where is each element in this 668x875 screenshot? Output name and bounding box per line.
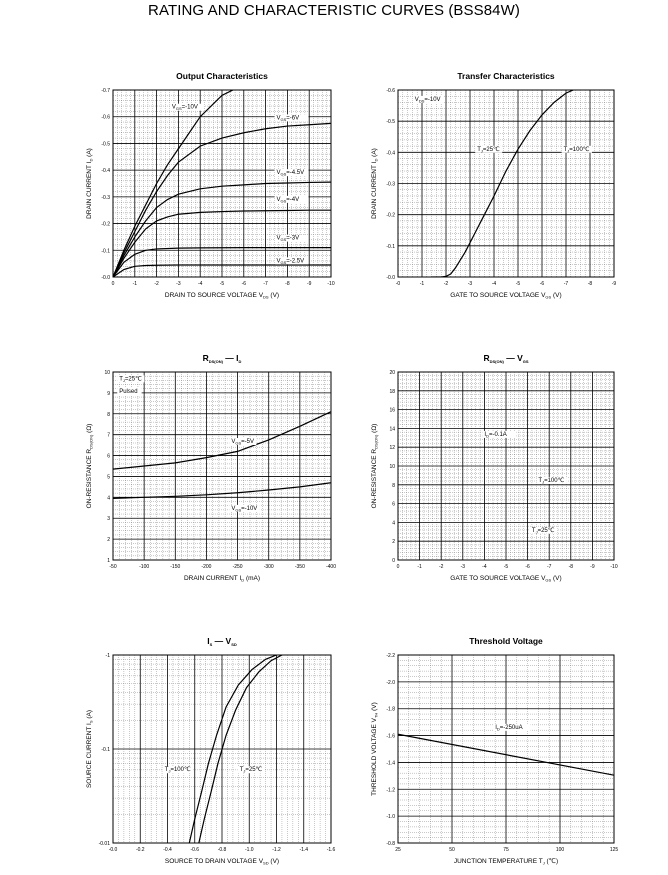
x-tick-label: -250	[232, 564, 243, 570]
y-tick-label: 10	[104, 370, 110, 376]
x-tick-label: -3	[176, 281, 181, 287]
y-tick-label: 8	[107, 411, 110, 418]
y-tick-label: -0.3	[386, 181, 395, 188]
y-tick-label: 3	[107, 516, 110, 523]
x-tick-label: -0.8	[217, 847, 227, 853]
annotation-label: $T_J=25℃$	[119, 376, 142, 383]
y-tick-label: -0.1	[101, 747, 110, 753]
x-tick-label: -2	[438, 564, 444, 570]
x-tick-label: -0.2	[135, 847, 145, 853]
chart-title: $R_{DS(ON)}$ — $V_{GS}$	[483, 353, 529, 364]
series-label: $V_{GS}=-3V$	[276, 235, 300, 243]
x-tick-label: -50	[109, 564, 117, 570]
x-tick-label: 0	[111, 281, 115, 287]
y-tick-label: 2	[392, 539, 395, 546]
x-tick-label: 125	[609, 847, 619, 853]
y-tick-label: -2.2	[386, 653, 395, 659]
y-tick-label: -0.7	[101, 88, 110, 94]
annotation-label: $T_J=25℃$	[531, 527, 555, 535]
x-tick-label: -1	[419, 281, 425, 287]
chart-rdson-vs-id	[86, 353, 336, 583]
y-axis-label: DRAIN CURRENT $I_D$ (A)	[371, 148, 379, 219]
x-tick-label: -1.6	[326, 847, 336, 853]
chart-title: Threshold Voltage	[469, 636, 543, 646]
x-tick-label: -6	[539, 281, 545, 287]
x-tick-label: -5	[515, 281, 521, 287]
y-axis-label: ON-RESISTANCE $R_{DS(ON)}$ (Ω)	[371, 423, 379, 509]
x-tick-label: -400	[325, 564, 337, 570]
x-tick-label: -1.2	[272, 847, 281, 853]
chart-is-vs-vsd	[86, 636, 336, 866]
y-tick-label: -1.4	[386, 760, 395, 767]
annotation-label: $V_{DS}=-10V$	[414, 96, 441, 104]
x-tick-label: -200	[201, 564, 212, 570]
x-tick-label: -9	[611, 281, 617, 287]
y-tick-label: 2	[107, 537, 110, 544]
annotation-label: $V_{GS}=-5V$	[231, 439, 254, 446]
y-tick-label: 8	[392, 482, 395, 489]
x-tick-label: -1.0	[244, 847, 254, 853]
annotation-label: $T_J=25℃$	[477, 146, 500, 154]
x-tick-label: 50	[449, 847, 455, 853]
y-tick-label: -0.5	[386, 119, 395, 126]
y-tick-label: -0.1	[101, 248, 110, 255]
series-line	[432, 87, 581, 277]
x-axis-label: SOURCE TO DRAIN VOLTAGE $V_{SD}$ (V)	[164, 858, 280, 866]
x-tick-label: -10	[610, 564, 618, 570]
series-label: $V_{GS}=-4V$	[276, 196, 300, 204]
y-tick-label: -0.1	[386, 243, 395, 250]
chart-title: Output Characteristics	[176, 71, 268, 81]
x-tick-label: -1	[417, 564, 422, 570]
x-tick-label: -0.4	[163, 847, 172, 853]
y-axis-label: THRESHOLD VOLTAGE $V_{TH}$ (V)	[371, 702, 379, 796]
y-tick-label: 6	[107, 453, 110, 460]
x-tick-label: -0.6	[190, 847, 200, 853]
x-tick-label: -2	[443, 281, 449, 287]
y-tick-label: -1.6	[386, 733, 395, 740]
y-tick-label: -1.2	[386, 787, 395, 794]
x-tick-label: -5	[219, 281, 225, 287]
y-tick-label: -1.8	[386, 706, 395, 713]
x-tick-label: -350	[294, 564, 305, 570]
x-tick-label: -6	[525, 564, 530, 570]
annotation-label: $I_D=-0.1A$	[484, 431, 507, 439]
series-label: $V_{GS}=-2.5V$	[276, 258, 305, 265]
y-tick-label: 1	[107, 558, 110, 564]
chart-output-characteristics	[86, 71, 335, 300]
y-tick-label: 20	[389, 370, 395, 376]
annotation-label: $I_D=-250uA$	[495, 724, 523, 732]
series-line	[113, 412, 331, 469]
y-tick-label: 4	[107, 495, 110, 502]
x-tick-label: -150	[170, 564, 181, 570]
page-title: RATING AND CHARACTERISTIC CURVES (BSS84W)	[148, 2, 520, 19]
y-tick-label: 12	[389, 445, 395, 452]
chart-transfer-characteristics	[371, 71, 616, 300]
y-tick-label: -0.8	[386, 841, 395, 847]
x-tick-label: -6	[241, 281, 247, 287]
y-tick-label: 16	[389, 407, 395, 414]
x-tick-label: -2	[154, 281, 159, 287]
y-tick-label: -0.2	[386, 212, 395, 219]
x-tick-label: 75	[503, 847, 509, 853]
x-tick-label: -0	[395, 281, 401, 287]
chart-title: Transfer Characteristics	[457, 71, 555, 81]
y-tick-label: -0.4	[101, 168, 110, 175]
y-axis-label: DRAIN CURRENT $I_D$ (A)	[86, 148, 94, 219]
annotation-label: $T_J=100℃$	[538, 477, 565, 485]
y-tick-label: -0.6	[101, 114, 110, 121]
chart-threshold-voltage	[371, 636, 618, 866]
x-tick-label: -5	[503, 564, 509, 570]
x-tick-label: -0.0	[108, 847, 118, 853]
y-tick-label: 6	[392, 501, 395, 508]
series-line	[113, 483, 331, 499]
x-axis-label: GATE TO SOURCE VOLTAGE $V_{GS}$ (V)	[450, 575, 562, 583]
y-tick-label: -0.01	[98, 841, 110, 847]
y-tick-label: 9	[107, 390, 110, 397]
series-label: $V_{GS}=-4.5V$	[276, 170, 305, 177]
series-label: $V_{GS}=-10V$	[171, 104, 198, 112]
x-tick-label: 0	[396, 564, 400, 570]
series-label: $V_{GS}=-6V$	[276, 115, 300, 122]
y-tick-label: -2.0	[386, 679, 395, 686]
y-tick-label: -0.5	[101, 141, 110, 148]
x-tick-label: -7	[563, 281, 569, 287]
annotation-label: $V_{GS}=-10V$	[231, 505, 258, 513]
annotation-label: $T_J=100℃$	[164, 767, 191, 774]
x-tick-label: -4	[197, 281, 203, 287]
x-tick-label: -8	[285, 281, 290, 287]
annotation-label: $T_J=100℃$	[563, 146, 590, 154]
x-axis-label: GATE TO SOURCE VOLTAGE $V_{GS}$ (V)	[450, 292, 562, 300]
x-tick-label: 100	[555, 847, 565, 853]
x-tick-label: -3	[460, 564, 466, 570]
y-tick-label: 5	[107, 474, 110, 481]
x-tick-label: -300	[263, 564, 274, 570]
x-tick-label: -1.4	[299, 847, 309, 853]
x-axis-label: DRAIN CURRENT $I_D$ (mA)	[183, 575, 261, 583]
x-tick-label: -7	[546, 564, 552, 570]
x-tick-label: 25	[395, 847, 401, 853]
x-tick-label: -7	[263, 281, 268, 287]
y-tick-label: -0.0	[101, 275, 110, 281]
y-tick-label: -0.2	[101, 221, 110, 228]
y-tick-label: 18	[389, 388, 395, 395]
chart-title: $R_{DS(ON)}$ — $I_D$	[202, 353, 242, 364]
y-tick-label: 14	[389, 426, 395, 433]
x-tick-label: -4	[482, 564, 487, 570]
y-axis-label: ON-RESISTANCE $R_{DS(ON)}$ (Ω)	[86, 423, 94, 509]
y-tick-label: 0	[392, 558, 395, 564]
annotation-label: Pulsed	[119, 388, 138, 395]
x-axis-label: DRAIN TO SOURCE VOLTAGE $V_{DS}$ (V)	[164, 292, 280, 300]
y-tick-label: 4	[392, 520, 395, 527]
x-tick-label: -8	[568, 564, 574, 570]
chart-title: $I_S$ — $V_{SD}$	[207, 636, 237, 647]
x-tick-label: -3	[467, 281, 473, 287]
y-tick-label: -1.0	[386, 814, 395, 821]
y-tick-label: -0.6	[386, 88, 395, 94]
y-tick-label: -1	[105, 653, 110, 659]
x-tick-label: -4	[491, 281, 497, 287]
x-axis-label: JUNCTION TEMPERATURE $T_J$ (℃)	[453, 858, 559, 866]
y-tick-label: -0.0	[386, 275, 395, 281]
annotation-label: $T_J=25℃$	[239, 767, 263, 774]
x-tick-label: -1	[132, 281, 138, 287]
x-tick-label: -8	[587, 281, 593, 287]
y-tick-label: -0.3	[101, 194, 110, 201]
x-tick-label: -9	[590, 564, 595, 570]
x-tick-label: -9	[306, 281, 312, 287]
y-axis-label: SOURCE CURRENT $I_S$ (A)	[86, 709, 94, 789]
x-tick-label: -10	[327, 281, 335, 287]
chart-rdson-vs-vgs	[371, 353, 618, 583]
x-tick-label: -100	[139, 564, 150, 570]
y-tick-label: 7	[107, 432, 110, 439]
y-tick-label: 10	[389, 464, 395, 470]
y-tick-label: -0.4	[386, 150, 395, 157]
